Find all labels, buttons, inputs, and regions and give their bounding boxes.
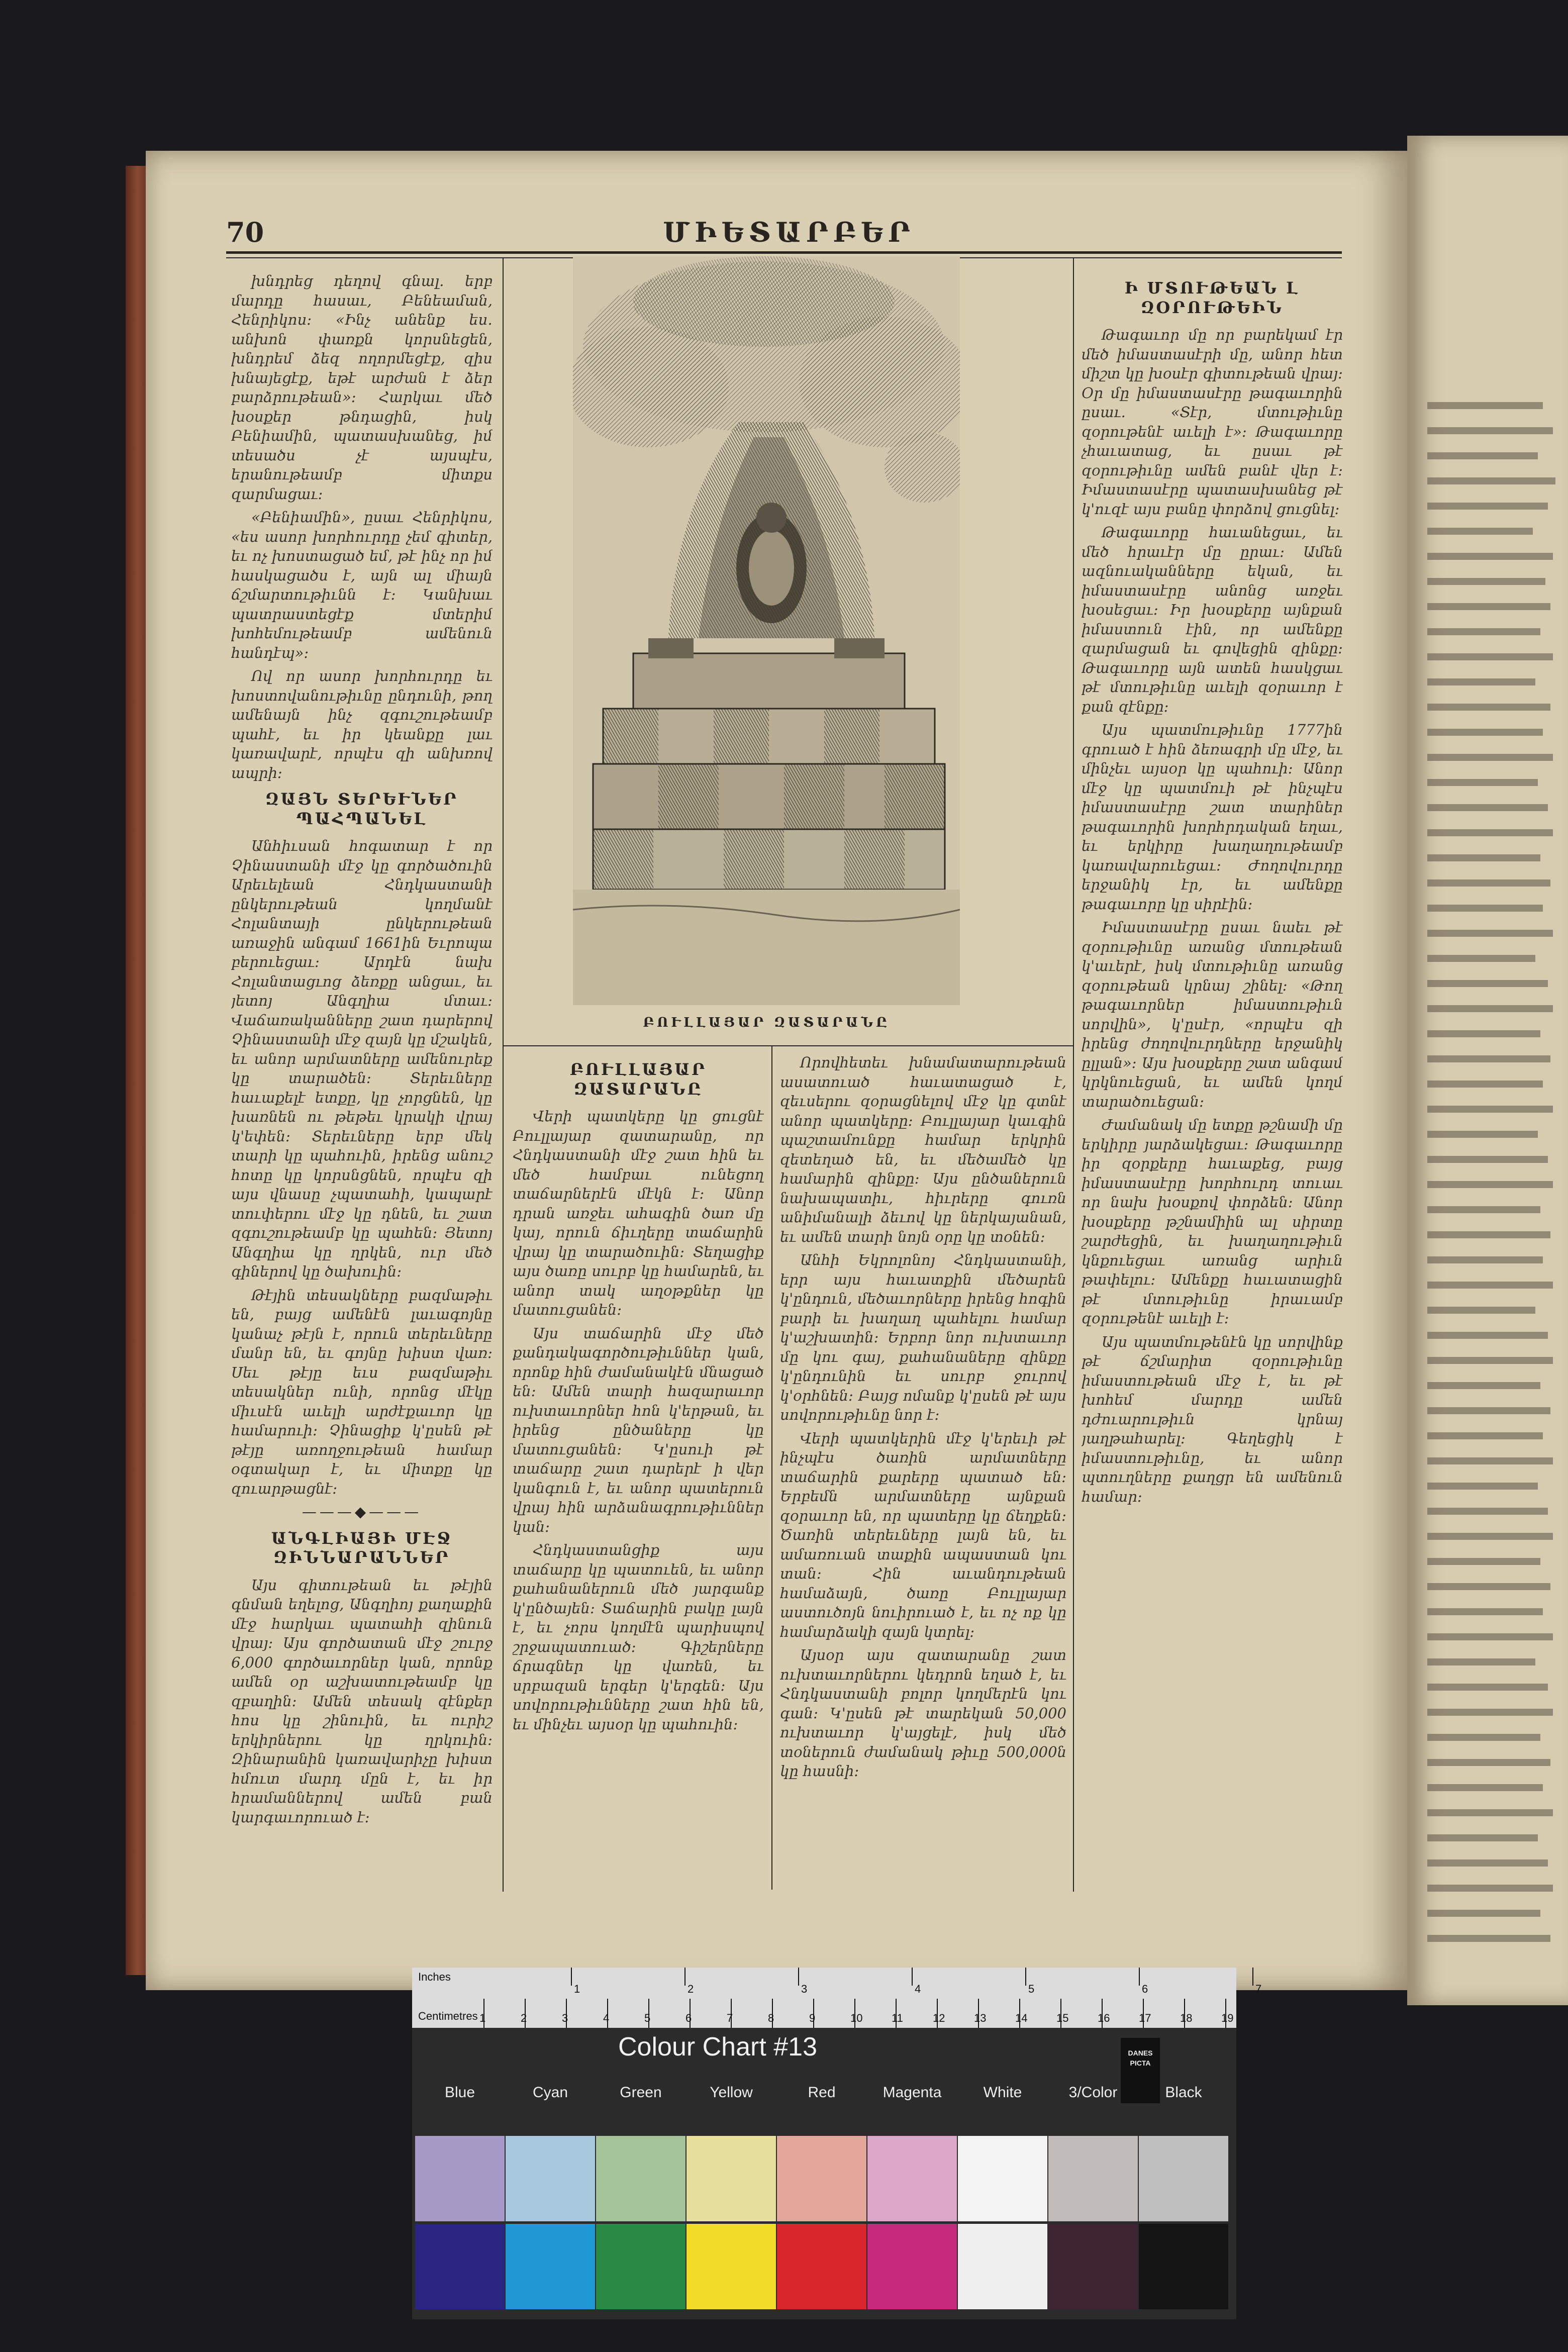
section-ornament: ———◆——— <box>302 1503 422 1520</box>
page-header <box>226 216 1342 251</box>
inline-year: 1661ին <box>365 934 421 951</box>
swatch-label: Cyan <box>532 2084 568 2101</box>
swatch-light <box>1139 2136 1228 2221</box>
facing-text-line <box>1427 1131 1538 1138</box>
measurement-ruler <box>412 1968 1262 2028</box>
section-heading: Ի ՄՏՈՒԹԵԱՆ Լ ԶՕՐՈՒԹԵԻՆ <box>1124 278 1300 317</box>
facing-text-line <box>1427 1332 1548 1339</box>
illustration-bottom-rule <box>504 1045 1073 1046</box>
cm-number: 13 <box>974 2012 987 2024</box>
inch-tick <box>912 1968 913 1986</box>
facing-text-line <box>1427 503 1548 510</box>
column-divider <box>771 1045 772 1890</box>
facing-text-line <box>1427 1885 1553 1892</box>
swatch-label: White <box>983 2084 1022 2101</box>
temple-tree-engraving <box>573 256 960 1005</box>
facing-text-line <box>1427 1005 1553 1012</box>
swatch-light <box>1048 2136 1138 2221</box>
facing-text-line <box>1427 1382 1540 1389</box>
swatch-light <box>867 2136 957 2221</box>
facing-text-line <box>1427 1633 1553 1640</box>
swatch-light <box>687 2136 776 2221</box>
cm-number: 19 <box>1221 2012 1234 2024</box>
facing-text-line <box>1427 477 1555 484</box>
colour-chart <box>412 1968 1262 2319</box>
swatch-dark <box>1139 2224 1228 2309</box>
facing-text-line <box>1427 1583 1550 1590</box>
facing-text-line <box>1427 1357 1553 1364</box>
text-column-1: խնդրեց դեղով գնալ․ երբ մարդը հասաւ, Բենեաման, Հենրիկոս։ «Ինչ անենք ես․ անխոն փառքն կորսնեցեն, խնդրեմ ձեզ ողորմեցէք, զիս խնայեցէք, եթէ արժան է ձեր բարձրութեան»։ Հարկաւ մեծ խօսքեր թնդացին, իսկ Բենիամին, պատասխանեց, իմ տեսածս չէ այսպէս, երանութեամբ միտքս զարմացաւ։ «Բենիամին», ըսաւ Հենրիկոս, «ես ասոր խորհուրդը չեմ գիտեր, եւ ոչ խոստացած եմ, թէ ինչ որ իմ հասկացածս է, այն ալ միայն ճշմարտութիւնն է։ Կանխաւ պատրաստեցէք մտերիմ խոհեմութեամբ ամենուն հանդէպ»։ Ով որ ասոր խորհուրդը եւ խոստովանութիւնը ընդունի, թող ամենայն ինչ զգուշութեամբ պահէ, եւ իր կեանքը լաւ կառավարէ, որպէս զի անխռով ապրի։ ԶԱՅՆ ՏԵՐԵՒՆԵՐ ՊԱՀՊԱՆԵԼ Անհիւսան հոգատար է որ Չինաստանի մէջ կը գործածուին Արեւելեան Հնդկաստանի ընկերութեան կողմանէ Հոլանտայի ընկերութեան առաջին անգամ 1661ին Եւրոպա բերուեցաւ։ Արդէն նախ Հոլանտացւոց ձեռքը անցաւ, եւ յետոյ Անգղիա մտաւ։ Վաճառականները շատ դարերով Չինաստանի մէջ զայն կը մշակեն, եւ անոր արմատները ամենուրեք կը տարածեն։ Տերեւները հաւաքելէ ետքը, կը չորցնեն, կը խառնեն ու թեթեւ կրակի վրայ կ'եփեն։ Տերեւները երբ մեկ տարի կը պահուին, իրենց անուշ հոտը կը կորսնցնեն, որպէս զի այս վնասը չպատահի, կապարէ տուփերու մէջ կը դնեն, եւ շատ զգուշութեամբ կը պահեն։ Յետոյ Անգղիա կը ղրկեն, ուր մեծ գիներով կը ծախուին։ Թէյին տեսակները բազմաթիւ են, բայց ամենէն լաւագոյնը կանաչ թէյն է, որուն տերեւները մանր են, եւ գոյնը խիստ վառ։ Սեւ թէյը եւս բազմաթիւ տեսակներ ունի, որոնց մէկը միւսէն աւելի արժէքաւոր կը համարուի։ Չինացիք կ'ըսեն թէ թէյը առողջութեան համար օգտակար է, եւ միտքը կը զուարթացնէ։ ———◆——— ԱՆԳԼԻԱՅԻ ՄԷՋ ԶԻՆՆԱՐԱՆՆԵՐ Այս գիտութեան եւ թէյին գնման եղելոց, Անգղիոյ քաղաքին մէջ հարկաւ պատահի զինուն վրայ։ Այս գործատան մէջ շուրջ 6,000 գործաւորներ կան, որոնք ամեն օր աշխատութեամբ կը զբաղին։ Ամեն տեսակ զէնքեր հոս կը շինուին, եւ ուրիշ երկիրներու կը ղրկուին։ Զինարանին կառավարիչը խիստ հմուտ մարդ մըն է, եւ իր հրամաններով ամեն բան կարգաւորուած է։ <box>231 272 493 1826</box>
facing-text-line <box>1427 1206 1540 1213</box>
section-heading: ԱՆԳԼԻԱՅԻ ՄԷՋ ԶԻՆՆԱՐԱՆՆԵՐ <box>271 1528 453 1567</box>
facing-text-line <box>1427 905 1543 912</box>
facing-text-line <box>1427 1910 1540 1917</box>
swatch-label: Magenta <box>883 2084 942 2101</box>
swatch-light <box>958 2136 1047 2221</box>
cm-number: 1 <box>479 2012 486 2024</box>
facing-text-line <box>1427 829 1553 836</box>
facing-text-line <box>1427 1709 1553 1716</box>
illustration-caption: ԲՈՒԼԼԱՅԱՐ ԶԱՏԱՐԱՆԸ <box>643 1015 890 1030</box>
cm-number: 16 <box>1098 2012 1110 2024</box>
text-column-3: Որովհետեւ խնամատարութեան ասատուած հաւատացած է, զեւսերու զօրացնելով մէջ կը գտնէ անոր պատկերը։ Բուլլայար կաւգին պաշտամունքը համար երկրին զետեղած են, եւ մեծամեծ կը համարին զինքը։ Այս ընծաներուն նախապատիւ, հիւրերը գուռն անիմանալի ձեւով կը ներկայանան, եւ ամեն տարի նոյն օրը կը տօնեն։ Անհի Եկրոլոնոյ Հնդկաստանի, երր այս հաւատքին մեծարեն կ'ընդուն, մեծաւորները իրենց հոգին բարի եւ խաղաղ պահելու համար կ'աշխատին։ Երբոր նոր ուխտաւոր մը կու գայ, քահանաները զինքը կ'ընդունին եւ սուրբ ջուրով կ'օրհնեն։ Բայց ոմանք կ'ըսեն թէ այս սովորութիւնը նոր է։ Վերի պատկերին մէջ կ'երեւի թէ ինչպէս ծառին արմատները տաճարին քարերը պատած են։ Երբեմն արմատները այնքան զօրաւոր են, որ պատերը կը ճեղքեն։ Ծառին տերեւները լայն են, եւ ամառուան տաքին ապաստան կու տան։ Հին աւանդութեան համաձայն, ծառը Բուլլայար աստուծոյն նուիրուած է, եւ ոչ ոք կը համարձակի զայն կտրել։ Այսօր այս զատարանը շատ ուխտաւորներու կեդրոն եղած է, եւ Հնդկաստանի բոլոր կողմերէն կու գան։ Կ'ըսեն թէ տարեկան 50,000 ուխտաւոր կ'այցելէ, իսկ մեծ տօներուն ժամանակ թիւը 500,000ն կը հասնի։ <box>780 1054 1066 1780</box>
swatch-light <box>596 2136 685 2221</box>
inch-tick <box>1139 1968 1140 1986</box>
swatch-dark <box>596 2224 685 2309</box>
facing-text-line <box>1427 1457 1553 1464</box>
book-page <box>146 151 1407 1990</box>
facing-text-line <box>1427 427 1553 434</box>
facing-text-line <box>1427 1407 1550 1414</box>
engraving-illustration <box>573 256 960 1005</box>
facing-text-line <box>1427 1859 1548 1867</box>
inch-tick <box>1025 1968 1026 1986</box>
cm-number: 18 <box>1180 2012 1193 2024</box>
facing-text-line <box>1427 1156 1548 1163</box>
facing-text-line <box>1427 1684 1548 1691</box>
text-column-2: ԲՈՒԼԼԱՅԱՐ ԶԱՏԱՐԱՆԸ Վերի պատկերը կը ցուցնէ Բուլլայար զատարանը, որ Հնդկաստանի մէջ շատ հին եւ մեծ համբաւ ունեցող տաճարներէն մէկն է։ Անոր դրան առջեւ ահագին ծառ մը կայ, որուն ճիւղերը տաճարին վրայ կը տարածուին։ Տեղացիք այս ծառը սուրբ կը համարեն, եւ անոր տակ աղօթքներ կը մատուցանեն։ Այս տաճարին մէջ մեծ քանդակագործութիւններ կան, որոնք հին ժամանակէն մնացած են։ Ամեն տարի հազարաւոր ուխտաւորներ հոն կ'երթան, եւ իրենց ընծաները կը մատուցանեն։ Կ'ըսուի թէ տաճարը շատ դարերէ ի վեր կանգուն է, եւ անոր պատերուն վրայ հին արձանագրութիւններ կան։ Հնդկաստանցիք այս տաճարը կը պատուեն, եւ անոր քահանաներուն մեծ յարգանք կ'ընծայեն։ Տաճարին բակը լայն է, եւ չորս կողմէն պարիսպով շրջապատուած։ Գիշերները ճրագներ կը վառեն, եւ սրբազան երգեր կ'երգեն։ Այս սովորութիւնները շատ հին են, եւ մինչեւ այսօր կը պահուին։ <box>513 1060 764 1733</box>
colour-chart-title: Colour Chart #13 <box>618 2032 817 2062</box>
facing-text-line <box>1427 1608 1543 1615</box>
facing-text-line <box>1427 1181 1553 1188</box>
swatch-label: Black <box>1165 2084 1202 2101</box>
facing-text-line <box>1427 1809 1553 1816</box>
inch-tick <box>684 1968 685 1986</box>
section-heading: ԲՈՒԼԼԱՅԱՐ ԶԱՏԱՐԱՆԸ <box>569 1060 707 1099</box>
inline-count: 500,000ն <box>997 1743 1066 1760</box>
facing-text-line <box>1427 528 1533 535</box>
cm-number: 9 <box>809 2012 816 2024</box>
inch-tick <box>798 1968 799 1986</box>
inline-count: 50,000 <box>1015 1704 1066 1722</box>
cm-number: 6 <box>685 2012 692 2024</box>
facing-text-line <box>1427 1307 1535 1314</box>
inch-number: 4 <box>915 1983 921 1995</box>
swatch-dark <box>867 2224 957 2309</box>
inch-number: 5 <box>1028 1983 1035 1995</box>
swatch-label: Green <box>620 2084 662 2101</box>
facing-text-line <box>1427 1658 1535 1665</box>
facing-text-line <box>1427 1483 1538 1490</box>
facing-text-line <box>1427 1030 1540 1037</box>
facing-text-line <box>1427 1508 1548 1515</box>
column-divider <box>503 258 504 1892</box>
facing-text-line <box>1427 1081 1543 1088</box>
section-heading: ԶԱՅՆ ՏԵՐԵՒՆԵՐ ՊԱՀՊԱՆԵԼ <box>265 790 458 828</box>
masthead-title: ՄԻԵՏԱՐԲԵՐ <box>663 216 915 248</box>
facing-text-line <box>1427 1734 1540 1741</box>
inch-number: 3 <box>801 1983 808 1995</box>
swatch-label: Blue <box>444 2084 475 2101</box>
facing-text-line <box>1427 1935 1550 1942</box>
facing-text-line <box>1427 804 1548 811</box>
inch-number: 6 <box>1142 1983 1148 1995</box>
facing-text-line <box>1427 1558 1540 1565</box>
facing-text-line <box>1427 1784 1543 1791</box>
facing-text-line <box>1427 628 1540 635</box>
facing-text-line <box>1427 553 1553 560</box>
swatch-dark <box>777 2224 866 2309</box>
cm-number: 2 <box>521 2012 527 2024</box>
facing-text-line <box>1427 930 1553 937</box>
swatch-dark <box>687 2224 776 2309</box>
facing-text-line <box>1427 653 1553 660</box>
facing-text-line <box>1427 879 1550 887</box>
facing-text-line <box>1427 1231 1550 1238</box>
cm-number: 8 <box>768 2012 774 2024</box>
facing-text-line <box>1427 603 1550 610</box>
swatch-light <box>777 2136 866 2221</box>
danes-picta-logo: DANES PICTA <box>1121 2038 1160 2103</box>
facing-page-edge <box>1407 136 1568 2005</box>
facing-text-line <box>1427 980 1548 987</box>
facing-text-line <box>1427 955 1535 962</box>
cm-number: 14 <box>1015 2012 1028 2024</box>
facing-text-line <box>1427 754 1553 761</box>
swatch-dark <box>415 2224 505 2309</box>
inch-number: 2 <box>688 1983 694 1995</box>
facing-text-line <box>1427 729 1543 736</box>
facing-text-line <box>1427 1533 1553 1540</box>
cm-number: 12 <box>933 2012 945 2024</box>
facing-text-line <box>1427 1432 1543 1439</box>
facing-text-line <box>1427 854 1540 861</box>
facing-text-line <box>1427 402 1543 409</box>
cm-number: 15 <box>1056 2012 1069 2024</box>
page-number: 70 <box>226 216 264 248</box>
facing-text-line <box>1427 1759 1550 1766</box>
swatch-label: 3/Color <box>1068 2084 1118 2101</box>
inch-tick <box>1252 1968 1253 1986</box>
facing-text-line <box>1427 1055 1550 1062</box>
text-column-4: Ի ՄՏՈՒԹԵԱՆ Լ ԶՕՐՈՒԹԵԻՆ Թագաւոր մը որ բարեկամ էր մեծ իմաստասէրի մը, անոր հետ միշտ կը խօսէր գիտութեան վրայ։ Օր մը իմաստասէրը թագաւորին ըսաւ. «Տէր, մտութիւնը զօրութենէ աւելի է»։ Թագաւորը չհաւատաց, եւ ըսաւ թէ զօրութիւնը ամեն բանէ վեր է։ Իմաստասէրը պատասխանեց թէ կ'ուզէ այս բանը փորձով ցուցնել։ Թագաւորը հաւանեցաւ, եւ մեծ հրաւէր մը ըրաւ։ Ամեն ազնուականները եկան, եւ իմաստասէրը անոնց առջեւ խօսեցաւ։ Իր խօսքերը այնքան իմաստուն էին, որ ամենքը զարմացան եւ գովեցին զինքը։ Թագաւորը այն ատեն հասկցաւ թէ մտութիւնը աւելի զօրաւոր է քան զէնքը։ Այս պատմութիւնը 1777ին գրուած է հին ձեռագրի մը մէջ, եւ մինչեւ այսօր կը պահուի։ Անոր մէջ կը պատմուի թէ ինչպէս իմաստասէրը շատ տարիներ թագաւորին խորհրդական եղաւ, եւ երկիրը խաղաղութեամբ կառավարուեցաւ։ Ժողովուրդը երջանիկ էր, եւ ամենքը թագաւորը կը սիրէին։ Իմաստասէրը ըսաւ նաեւ թէ զօրութիւնը առանց մտութեան կ'աւերէ, իսկ մտութիւնը առանց զօրութեան կրնայ շինել։ «Թող թագաւորներ իմաստութիւն սորվին», կ'ըսէր, «որպէս զի իրենց ժողովուրդները երջանիկ ըլլան»։ Այս խօսքերը շատ անգամ կրկնուեցան, եւ ամեն կողմ տարածուեցան։ Ժամանակ մը ետքը թշնամի մը երկիրը յարձակեցաւ։ Թագաւորը իր զօրքերը հաւաքեց, բայց իմաստասէրը խորհուրդ տուաւ որ նախ խօսքով փորձեն։ Անոր խօսքերը թշնամիին ալ սիրտը շարժեցին, եւ խաղաղութիւն կնքուեցաւ առանց արիւն թափելու։ Ամենքը հաւատացին թէ մտութիւնը իրաւամբ զօրութենէ աւելի է։ Այս պատմութենէն կը սորվինք թէ ճշմարիտ զօրութիւնը իմաստութեան մէջ է, եւ թէ խոհեմ մարդը ամեն դժուարութիւն կրնայ յաղթահարել։ Գեղեցիկ է իմաստութիւնը, եւ անոր պտուղները քաղցր են ամենուն համար։ <box>1082 278 1343 1505</box>
facing-text-line <box>1427 1282 1553 1289</box>
cm-number: 4 <box>603 2012 610 2024</box>
cm-number: 5 <box>644 2012 651 2024</box>
facing-text-line <box>1427 1256 1543 1263</box>
inches-label: Inches <box>418 1971 451 1983</box>
swatch-dark <box>958 2224 1047 2309</box>
inch-number: 7 <box>1255 1983 1262 1995</box>
swatch-light <box>506 2136 595 2221</box>
column-divider <box>1073 258 1074 1892</box>
facing-text-line <box>1427 779 1538 786</box>
facing-text-line <box>1427 678 1535 685</box>
cm-number: 7 <box>727 2012 733 2024</box>
facing-text-line <box>1427 1106 1553 1113</box>
inline-count: 6,000 <box>231 1653 273 1671</box>
cm-number: 3 <box>562 2012 568 2024</box>
cm-number: 10 <box>850 2012 863 2024</box>
swatch-dark <box>1048 2224 1138 2309</box>
cm-number: 11 <box>892 2012 903 2024</box>
facing-text-line <box>1427 578 1545 585</box>
swatch-label: Red <box>808 2084 836 2101</box>
facing-text-line <box>1427 452 1538 459</box>
cm-number: 17 <box>1139 2012 1151 2024</box>
swatch-label: Yellow <box>710 2084 753 2101</box>
swatch-dark <box>506 2224 595 2309</box>
facing-text-line <box>1427 1834 1538 1841</box>
inch-tick <box>571 1968 572 1986</box>
inline-year: 1777ին <box>1287 721 1343 738</box>
facing-text-line <box>1427 704 1550 711</box>
header-rule-top <box>226 251 1342 254</box>
inch-number: 1 <box>574 1983 580 1995</box>
centimetres-label: Centimetres <box>418 2010 478 2022</box>
swatch-light <box>415 2136 505 2221</box>
